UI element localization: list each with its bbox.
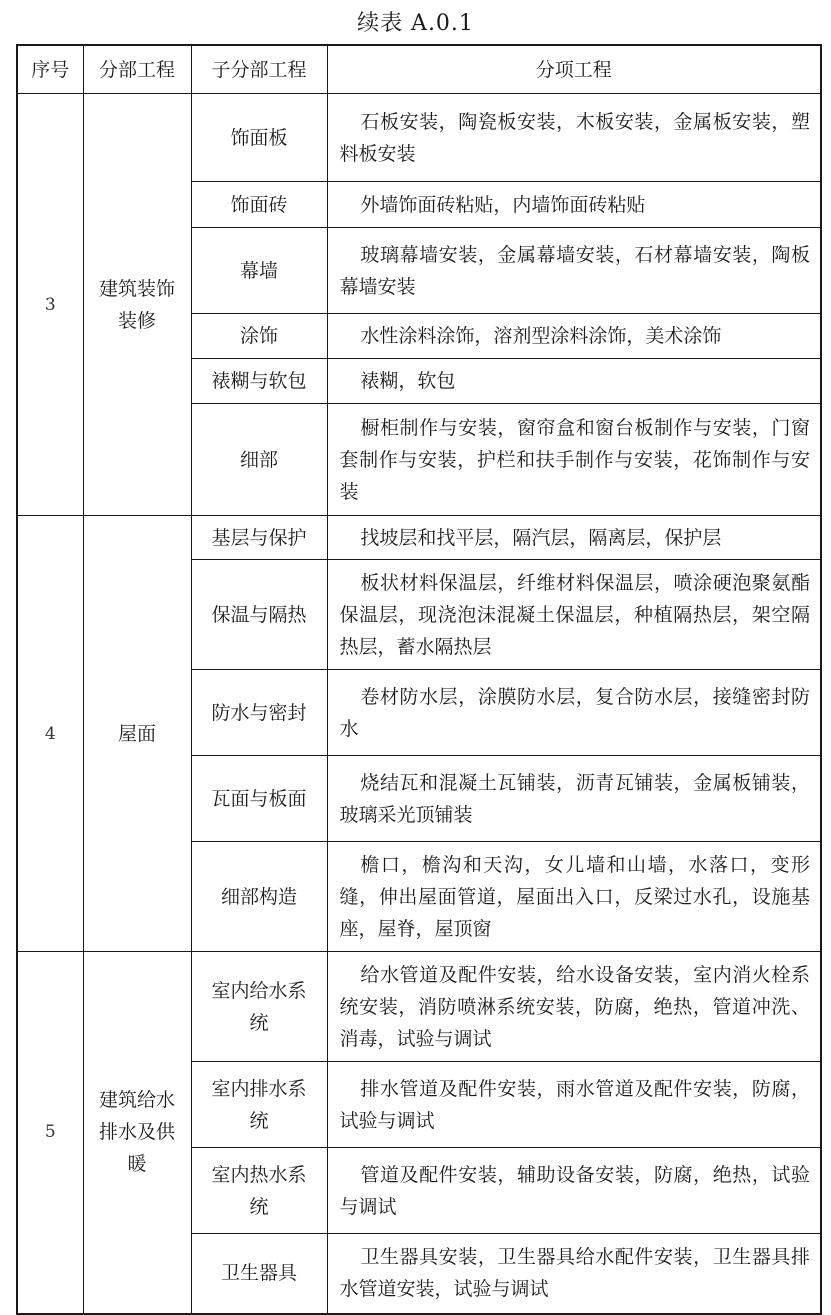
- header-row: [17, 45, 821, 94]
- header-subdivision: 子分部工程: [191, 45, 327, 94]
- items-cell: 橱柜制作与安装，窗帘盒和窗台板制作与安装，门窗套制作与安装，护栏和扶手制作与安装，花饰制作与安装: [327, 404, 821, 516]
- table-row: [17, 952, 821, 1062]
- subdivision-cell: 细部: [191, 404, 327, 516]
- items-cell: 裱糊，软包: [327, 359, 821, 404]
- header-division: 分部工程: [83, 45, 191, 94]
- items-cell: 找坡层和找平层，隔汽层，隔离层，保护层: [327, 516, 821, 560]
- items-cell: 烧结瓦和混凝土瓦铺装，沥青瓦铺装，金属板铺装，玻璃采光顶铺装: [327, 756, 821, 842]
- table-title: 续表 A.0.1: [357, 11, 474, 36]
- items-cell: 石板安装，陶瓷板安装，木板安装，金属板安装，塑料板安装: [327, 94, 821, 182]
- items-cell: 外墙饰面砖粘贴，内墙饰面砖粘贴: [327, 182, 821, 228]
- subdivision-cell: 饰面砖: [191, 182, 327, 228]
- subdivision-cell: 室内排水系统: [191, 1062, 327, 1148]
- items-cell: 排水管道及配件安装，雨水管道及配件安装，防腐，试验与调试: [327, 1062, 821, 1148]
- subdivision-cell: 裱糊与软包: [191, 359, 327, 404]
- seq-cell: 3: [17, 94, 83, 516]
- division-table: [16, 44, 822, 1315]
- subdivision-cell: 室内热水系统: [191, 1148, 327, 1234]
- seq-cell: 4: [17, 516, 83, 952]
- header-items: 分项工程: [327, 45, 821, 94]
- subdivision-cell: 瓦面与板面: [191, 756, 327, 842]
- table-row: [17, 94, 821, 182]
- items-cell: 玻璃幕墙安装，金属幕墙安装，石材幕墙安装，陶板幕墙安装: [327, 228, 821, 314]
- header-seq: 序号: [17, 45, 83, 94]
- subdivision-cell: 基层与保护: [191, 516, 327, 560]
- subdivision-cell: 饰面板: [191, 94, 327, 182]
- subdivision-cell: 涂饰: [191, 314, 327, 359]
- subdivision-cell: 幕墙: [191, 228, 327, 314]
- table-row: [17, 516, 821, 560]
- division-cell: 建筑装饰装修: [83, 94, 191, 516]
- subdivision-cell: 卫生器具: [191, 1234, 327, 1314]
- division-cell: 屋面: [83, 516, 191, 952]
- items-cell: 板状材料保温层，纤维材料保温层，喷涂硬泡聚氨酯保温层，现浇泡沫混凝土保温层，种植隔热层，架空隔热层，蓄水隔热层: [327, 560, 821, 670]
- items-cell: 水性涂料涂饰，溶剂型涂料涂饰，美术涂饰: [327, 314, 821, 359]
- subdivision-cell: 细部构造: [191, 842, 327, 952]
- items-cell: 卫生器具安装，卫生器具给水配件安装，卫生器具排水管道安装，试验与调试: [327, 1234, 821, 1314]
- items-cell: 卷材防水层，涂膜防水层，复合防水层，接缝密封防水: [327, 670, 821, 756]
- items-cell: 给水管道及配件安装，给水设备安装，室内消火栓系统安装，消防喷淋系统安装，防腐，绝热，管道冲洗、消毒，试验与调试: [327, 952, 821, 1062]
- items-cell: 檐口，檐沟和天沟，女儿墙和山墙，水落口，变形缝，伸出屋面管道，屋面出入口，反梁过水孔，设施基座，屋脊，屋顶窗: [327, 842, 821, 952]
- division-cell: 建筑给水排水及供暖: [83, 952, 191, 1314]
- seq-cell: 5: [17, 952, 83, 1314]
- subdivision-cell: 保温与隔热: [191, 560, 327, 670]
- items-cell: 管道及配件安装，辅助设备安装，防腐，绝热，试验与调试: [327, 1148, 821, 1234]
- subdivision-cell: 防水与密封: [191, 670, 327, 756]
- subdivision-cell: 室内给水系统: [191, 952, 327, 1062]
